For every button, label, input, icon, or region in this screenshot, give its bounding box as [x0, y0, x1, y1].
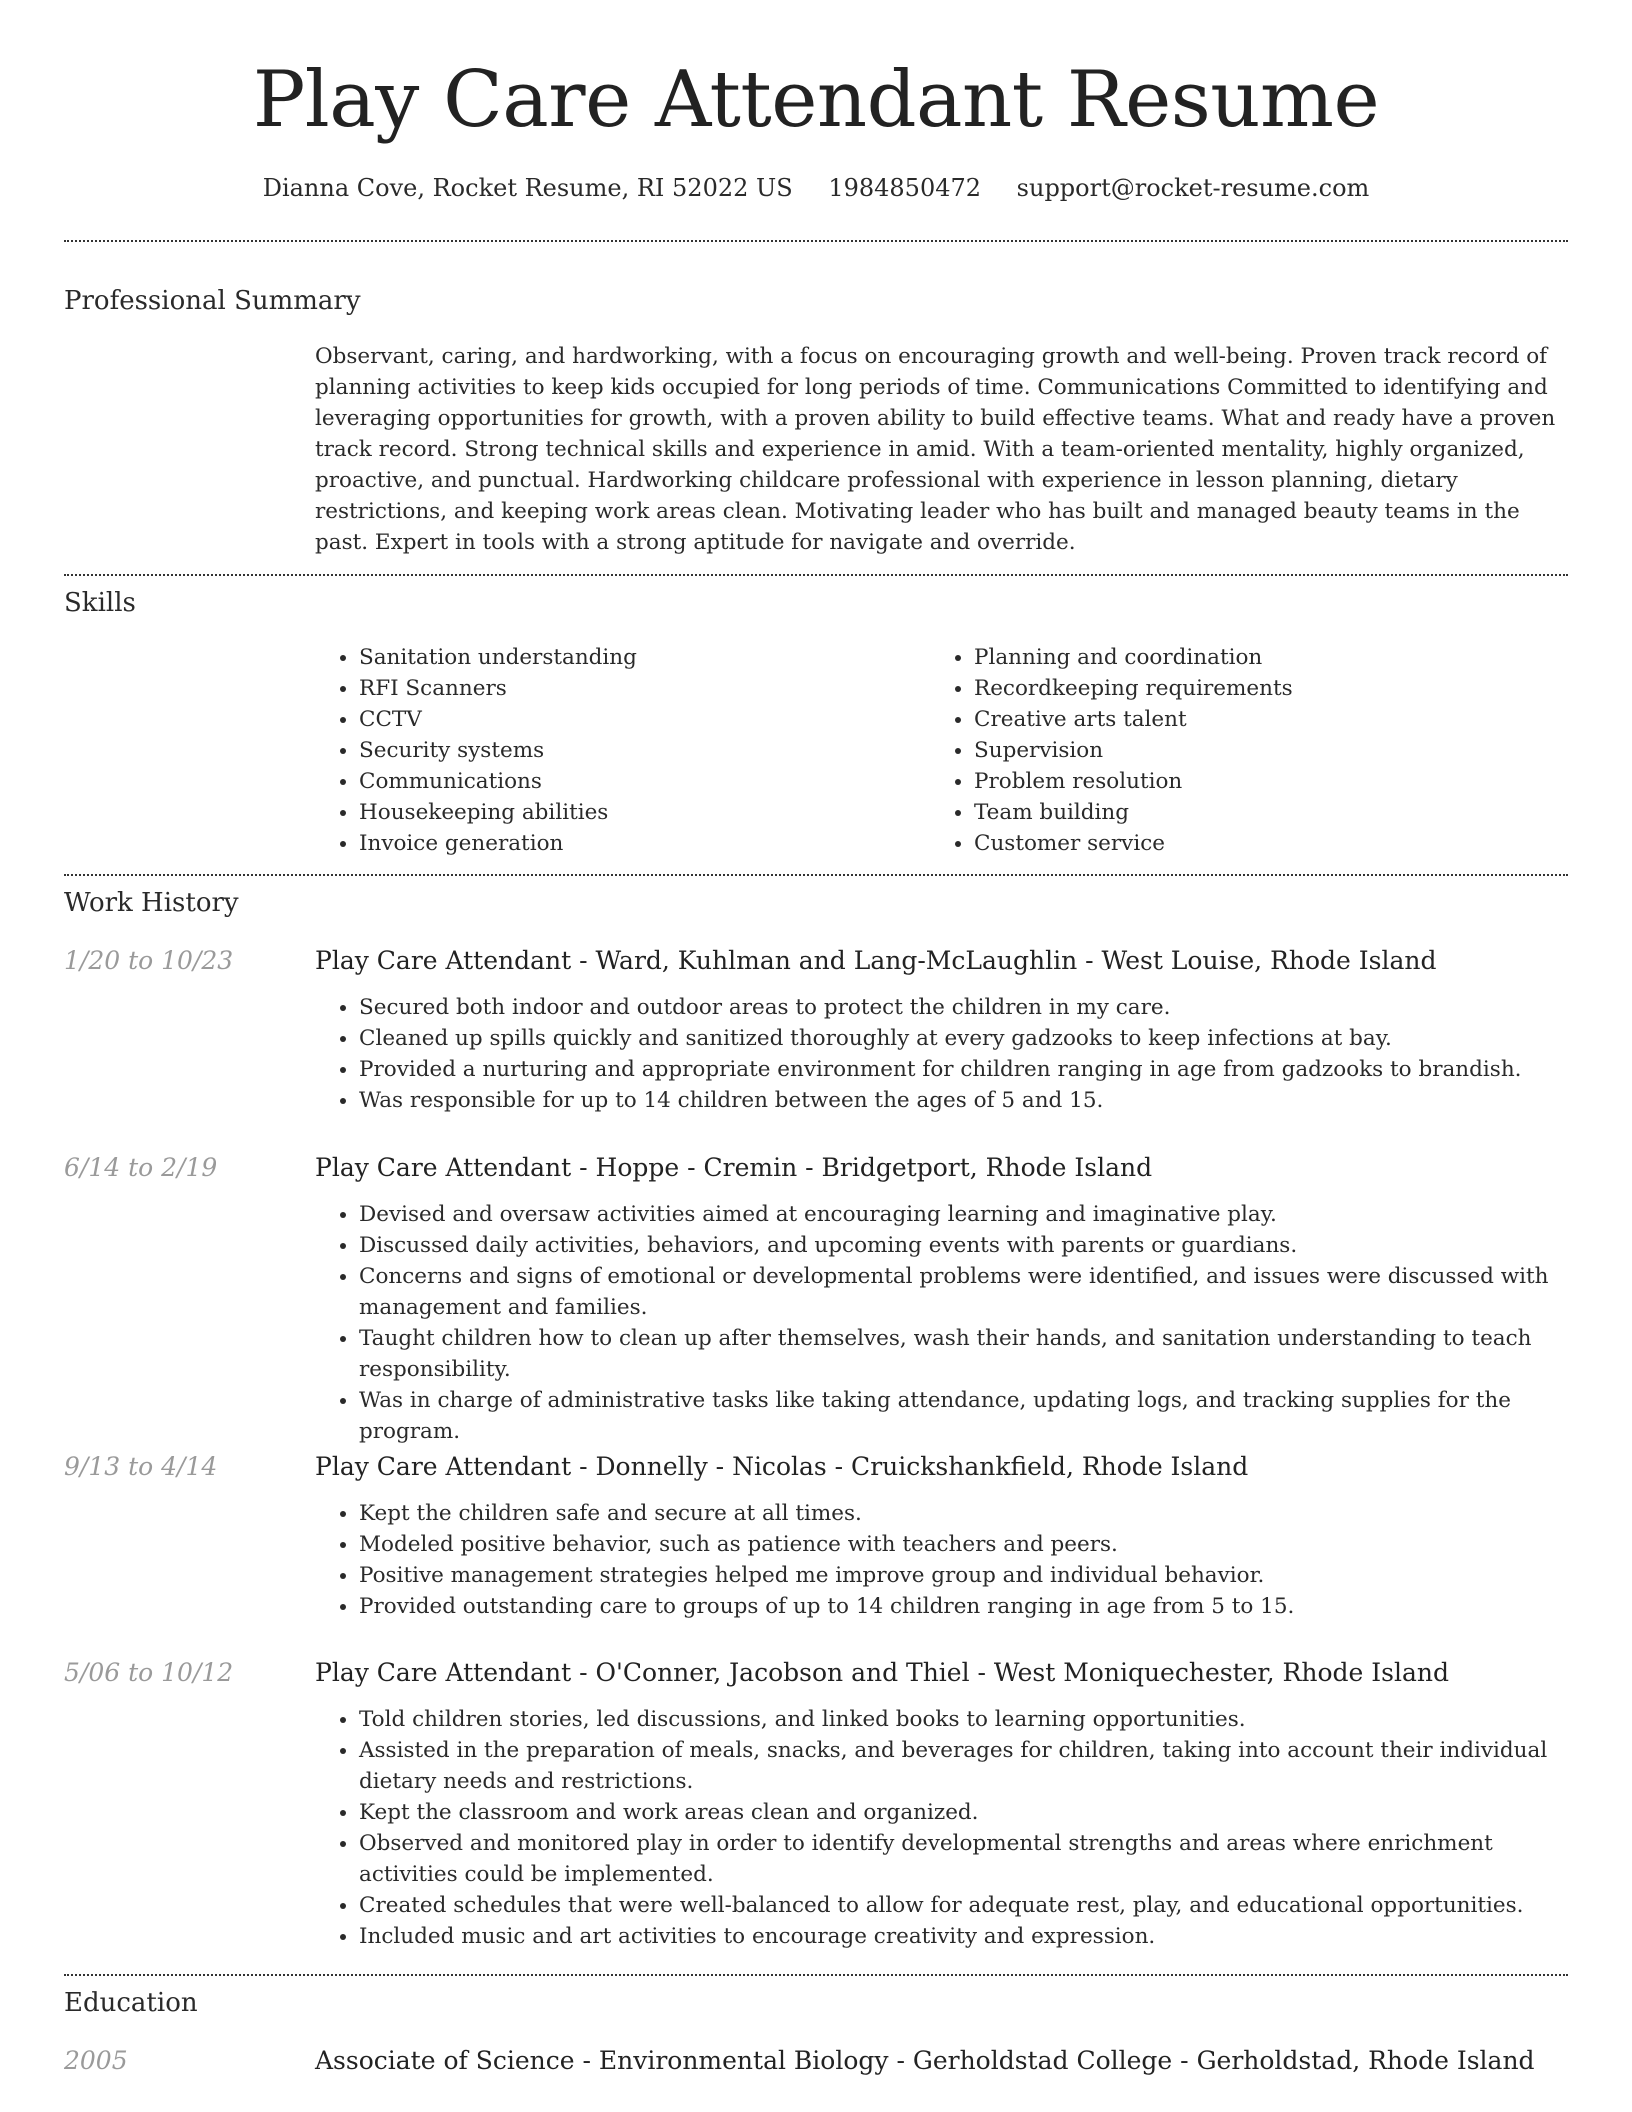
skill-item: • RFI Scanners — [359, 673, 875, 704]
skill-item: • Team building — [974, 797, 1530, 828]
job-duties — [315, 1199, 1570, 1447]
job-duty: • Was in charge of administrative tasks like taking attendance, updating logs, and tracking supplies for the program. — [359, 1385, 1570, 1447]
skill-item: • CCTV — [359, 704, 875, 735]
job-duty: • Secured both indoor and outdoor areas to protect the children in my care. — [359, 992, 1570, 1023]
skills-heading: Skills — [64, 588, 136, 618]
section-divider — [64, 240, 1568, 242]
job-duty: • Provided a nurturing and appropriate environment for children ranging in age from gadzooks to brandish. — [359, 1054, 1570, 1085]
skill-item: • Creative arts talent — [974, 704, 1530, 735]
job-title: Play Care Attendant - Hoppe - Cremin - Bridgetport, Rhode Island — [315, 1153, 1153, 1182]
section-divider — [64, 1974, 1568, 1976]
resume-title: Play Care Attendant Resume — [252, 55, 1380, 145]
job-duty: • Devised and oversaw activities aimed at encouraging learning and imaginative play. — [359, 1199, 1570, 1230]
job-title: Play Care Attendant - Ward, Kuhlman and Lang-McLaughlin - West Louise, Rhode Island — [315, 946, 1437, 975]
skill-item: • Planning and coordination — [974, 642, 1530, 673]
job-duty: • Discussed daily activities, behaviors, and upcoming events with parents or guardians. — [359, 1230, 1570, 1261]
skill-item: • Recordkeeping requirements — [974, 673, 1530, 704]
job-duties — [315, 1704, 1570, 1952]
job-title: Play Care Attendant - O'Conner, Jacobson and Thiel - West Moniquechester, Rhode Island — [315, 1658, 1449, 1687]
job-duty: • Cleaned up spills quickly and sanitized thoroughly at every gadzooks to keep infections at bay. — [359, 1023, 1570, 1054]
job-duties — [315, 992, 1570, 1116]
job-duty: • Included music and art activities to encourage creativity and expression. — [359, 1921, 1570, 1952]
job-duty: • Kept the classroom and work areas clean and organized. — [359, 1797, 1570, 1828]
work-history-heading: Work History — [64, 888, 239, 918]
skill-item: • Communications — [359, 766, 875, 797]
job-title: Play Care Attendant - Donnelly - Nicolas - Cruickshankfield, Rhode Island — [315, 1452, 1249, 1481]
job-duty: • Concerns and signs of emotional or developmental problems were identified, and issues were discussed with management and families. — [359, 1261, 1570, 1323]
skills-list-left — [315, 642, 875, 859]
job-duty: • Created schedules that were well-balanced to allow for adequate rest, play, and educational opportunities. — [359, 1890, 1570, 1921]
contact-email: support@rocket-resume.com — [1016, 174, 1370, 202]
job-duty: • Told children stories, led discussions, and linked books to learning opportunities. — [359, 1704, 1570, 1735]
education-degree: Associate of Science - Environmental Biology - Gerholdstad College - Gerholdstad, Rhode Island — [315, 2046, 1535, 2075]
section-divider — [64, 874, 1568, 876]
skill-item: • Housekeeping abilities — [359, 797, 875, 828]
job-duty: • Modeled positive behavior, such as patience with teachers and peers. — [359, 1529, 1570, 1560]
job-duty: • Provided outstanding care to groups of up to 14 children ranging in age from 5 to 15. — [359, 1591, 1570, 1622]
section-divider — [64, 574, 1568, 576]
skill-item: • Supervision — [974, 735, 1530, 766]
skill-item: • Security systems — [359, 735, 875, 766]
skill-item: • Invoice generation — [359, 828, 875, 859]
job-duty: • Assisted in the preparation of meals, snacks, and beverages for children, taking into account their individual dietary needs and restrictions. — [359, 1735, 1570, 1797]
job-duty: • Observed and monitored play in order to identify developmental strengths and areas where enrichment activities could be implemented. — [359, 1828, 1570, 1890]
job-duty: • Taught children how to clean up after themselves, wash their hands, and sanitation understanding to teach responsibility. — [359, 1323, 1570, 1385]
skills-list-right — [930, 642, 1530, 859]
job-dates: 9/13 to 4/14 — [64, 1452, 218, 1481]
contact-line — [0, 170, 1632, 206]
contact-phone: 1984850472 — [828, 174, 982, 202]
summary-heading: Professional Summary — [64, 286, 361, 316]
skill-item: • Problem resolution — [974, 766, 1530, 797]
education-heading: Education — [64, 1988, 198, 2018]
job-duty: • Was responsible for up to 14 children between the ages of 5 and 15. — [359, 1085, 1570, 1116]
job-duty: • Positive management strategies helped me improve group and individual behavior. — [359, 1560, 1570, 1591]
skill-item: • Sanitation understanding — [359, 642, 875, 673]
skill-item: • Customer service — [974, 828, 1530, 859]
job-dates: 5/06 to 10/12 — [64, 1658, 234, 1687]
job-dates: 1/20 to 10/23 — [64, 946, 234, 975]
job-dates: 6/14 to 2/19 — [64, 1153, 218, 1182]
job-duty: • Kept the children safe and secure at all times. — [359, 1498, 1570, 1529]
education-year: 2005 — [64, 2046, 128, 2075]
summary-text: Observant, caring, and hardworking, with a focus on encouraging growth and well-being. Proven track record of planning activities to keep kids occupied for long periods of time. Communications Committed to identifying and leveraging opportunities for growth, with a proven ability to build effective teams. What and ready have a proven track record. Strong technical skills and experience in amid. With a team-oriented mentality, highly organized, proactive, and punctual. Hardworking childcare professional with experience in lesson planning, dietary restrictions, and keeping work areas clean. Motivating leader who has built and managed beauty teams in the past. Expert in tools with a strong aptitude for navigate and override. — [315, 344, 1556, 555]
job-duties — [315, 1498, 1570, 1622]
contact-address: Dianna Cove, Rocket Resume, RI 52022 US — [262, 174, 793, 202]
